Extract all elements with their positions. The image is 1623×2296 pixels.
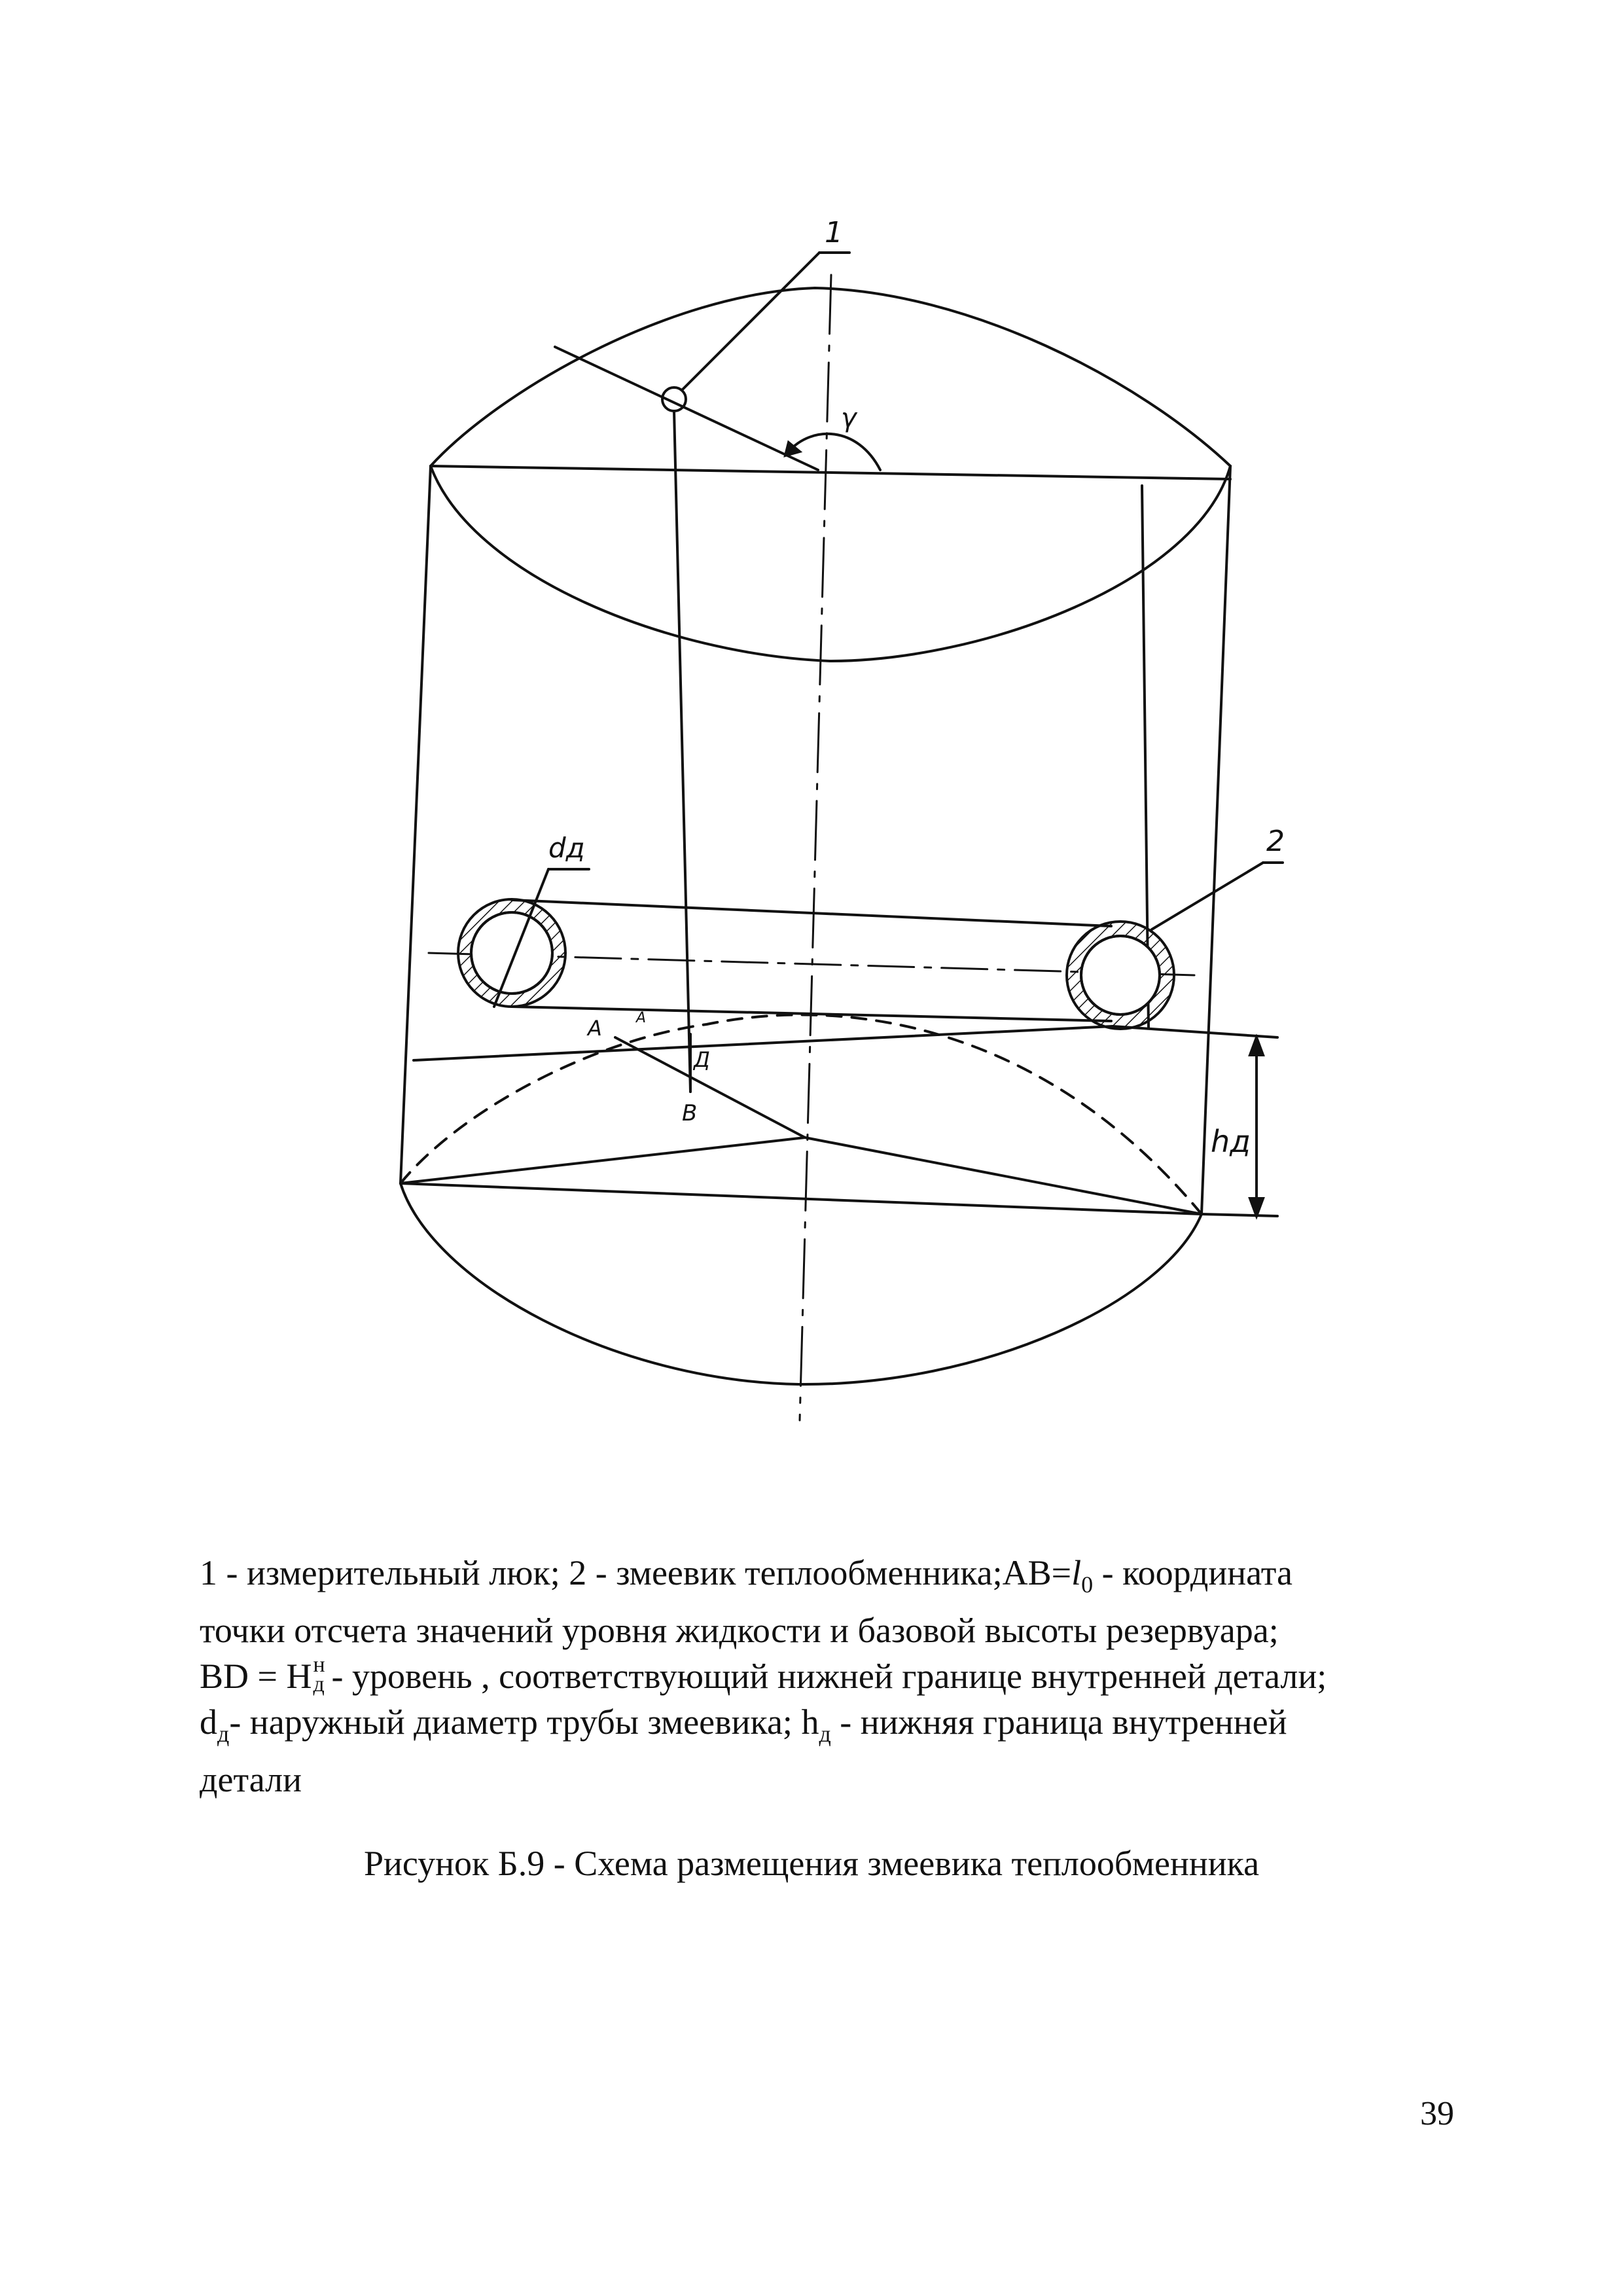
legend-line-3-tail: - уровень , соответствующий нижней границе внутренней детали;: [331, 1657, 1327, 1696]
tank-left-wall: [401, 466, 431, 1183]
legend-line-1-tail: - координата: [1093, 1553, 1293, 1592]
legend-line-3-text: BD = H: [200, 1657, 312, 1696]
ab-line: [615, 1037, 805, 1138]
height-arrow-bottom: [1250, 1198, 1263, 1216]
coil-leader: [1152, 863, 1263, 929]
level-line-right: [1113, 1026, 1277, 1037]
label-point-d: Д: [694, 1047, 710, 1072]
label-angle: γ: [841, 403, 857, 433]
tank-centerline: [800, 275, 831, 1420]
angle-arc: [789, 434, 880, 470]
legend-line-2: точки отсчета значений уровня жидкости и базовой высоты резервуара;: [200, 1611, 1279, 1650]
legend-line-4: [200, 1699, 1443, 1757]
d-symbol: d: [200, 1702, 217, 1742]
legend-line-4-text: - наружный диаметр трубы змеевика;: [229, 1702, 802, 1742]
bottom-diameter-line: [401, 1183, 1202, 1214]
h-subscript-2: д: [819, 1721, 831, 1747]
legend-line-1: [200, 1550, 1443, 1607]
figure-legend: [200, 1550, 1443, 1803]
figure-title: Рисунок Б.9 - Схема размещения змеевика теплообменника: [363, 1844, 1260, 1883]
l0-subscript: 0: [1081, 1571, 1094, 1598]
label-pipe-diameter: dд: [548, 832, 585, 864]
base-line-right: [1202, 1214, 1277, 1216]
hatch-leader: [682, 253, 819, 390]
lid-diameter-line: [431, 466, 1230, 479]
label-point-a2: A: [636, 1010, 647, 1026]
h-superscript: н: [313, 1653, 325, 1677]
h-subscript: д: [313, 1672, 325, 1696]
hatch-projection-line: [674, 411, 690, 1092]
h-symbol: h: [801, 1702, 819, 1742]
legend-line-3: [200, 1653, 1443, 1699]
legend-line-1-text: 1 - измерительный люк; 2 - змеевик теплообменника;AB=: [200, 1553, 1072, 1592]
tank-top-lid: [431, 288, 1230, 661]
l0-symbol: l: [1071, 1553, 1082, 1592]
legend-line-4-tail: - нижняя граница внутренней: [830, 1702, 1287, 1742]
label-hatch-number: 1: [825, 216, 843, 249]
bottom-chord-left: [401, 1138, 805, 1183]
coil-tube-top: [512, 900, 1111, 926]
bottom-chord-right: [805, 1138, 1202, 1214]
label-point-a: A: [588, 1016, 602, 1041]
label-coil-number: 2: [1266, 825, 1285, 858]
lid-radius-line: [555, 347, 818, 470]
h-sup-sub: [312, 1653, 331, 1696]
label-height: hд: [1211, 1124, 1251, 1159]
tank-right-wall: [1202, 466, 1230, 1214]
page-number: 39: [1420, 2095, 1454, 2132]
level-line-lower: [414, 1026, 1113, 1060]
label-point-b: B: [682, 1100, 698, 1126]
bottom-dashed-arc: [401, 1015, 1202, 1214]
legend-line-5: детали: [200, 1760, 302, 1799]
height-arrow-top: [1250, 1037, 1263, 1055]
d-subscript: д: [217, 1721, 230, 1747]
